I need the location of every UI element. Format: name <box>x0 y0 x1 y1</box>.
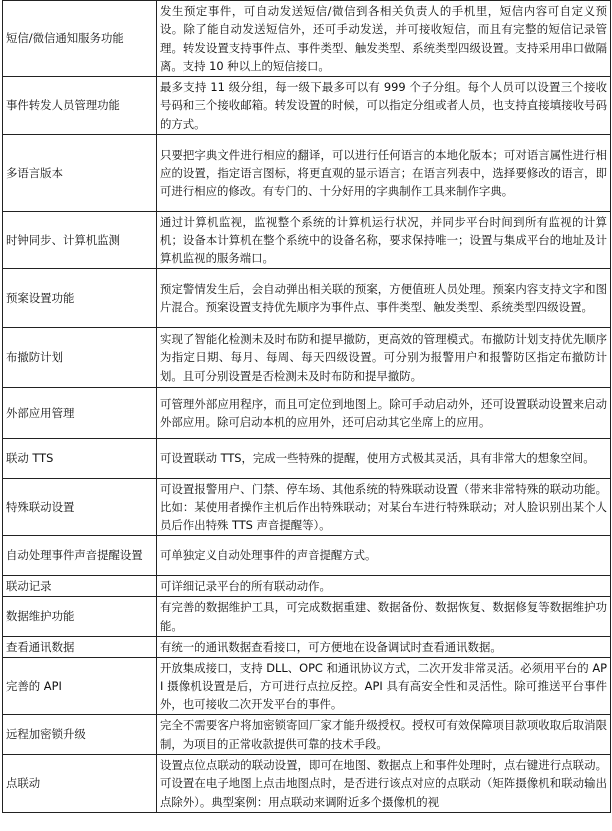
feature-name: 完善的 API <box>3 658 157 715</box>
feature-name: 外部应用管理 <box>3 388 157 439</box>
table-row <box>3 597 611 637</box>
feature-name: 时钟同步、计算机监测 <box>3 212 157 269</box>
feature-name: 联动记录 <box>3 576 157 597</box>
feature-table-body <box>3 1 611 813</box>
table-row <box>3 269 611 328</box>
feature-name: 联动 TTS <box>3 439 157 479</box>
feature-table <box>2 0 611 813</box>
table-row <box>3 715 611 755</box>
table-row <box>3 388 611 439</box>
table-row <box>3 77 611 135</box>
table-row <box>3 135 611 212</box>
feature-name: 数据维护功能 <box>3 597 157 637</box>
feature-name: 远程加密锁升级 <box>3 715 157 755</box>
feature-description: 预定警情发生后，会自动弹出相关联的预案，方便值班人员处理。预案内容支持文字和图片混合。预案设置支持优先顺序为事件点、事件类型、触发类型、系统类型四级设置。 <box>157 269 611 328</box>
table-row <box>3 328 611 388</box>
table-row <box>3 755 611 813</box>
feature-description: 实现了智能化检测未及时布防和提早撤防，更高效的管理模式。布撤防计划支持优先顺序为指定日期、每月、每周、每天四级设置。可分别为报警用户和报警防区指定布撤防计划。且可分别设置是否检测未及时布防和提早撤防。 <box>157 328 611 388</box>
feature-description: 可设置联动 TTS，完成一些特殊的提醒，使用方式极其灵活，具有非常大的想象空间。 <box>157 439 611 479</box>
feature-description: 完全不需要客户将加密锁寄回厂家才能升级授权。授权可有效保障项目款项收取后取消限制，为项目的正常收款提供可靠的技术手段。 <box>157 715 611 755</box>
feature-description: 通过计算机监视，监视整个系统的计算机运行状况，并同步平台时间到所有监视的计算机；设备本计算机在整个系统中的设备名称，要求保持唯一；设置与集成平台的地址及计算机监视的服务端口。 <box>157 212 611 269</box>
feature-description: 可管理外部应用程序，而且可定位到地图上。除可手动启动外，还可设置联动设置来启动外部应用。除可启动本机的应用外，还可启动其它坐席上的应用。 <box>157 388 611 439</box>
table-row <box>3 637 611 658</box>
feature-description: 设置点位点联动的联动设置，即可在地图、数据点上和事件处理时，点右键进行点联动。可设置在电子地图上点击地图点时，是否进行该点对应的点联动（矩阵摄像机和联动输出点除外）。典型案例：用点联动来调附近多个摄像机的视 <box>157 755 611 813</box>
feature-description: 有完善的数据维护工具，可完成数据重建、数据备份、数据恢复、数据修复等数据维护功能。 <box>157 597 611 637</box>
feature-name: 短信/微信通知服务功能 <box>3 1 157 77</box>
feature-description: 开放集成接口，支持 DLL、OPC 和通讯协议方式，二次开发非常灵活。必须用平台的 API 摄像机设置是后，方可进行点拉反控。API 具有高安全性和灵活性。除可推送平台事件外，也可接收二次开发平台的事件。 <box>157 658 611 715</box>
feature-name: 多语言版本 <box>3 135 157 212</box>
table-row <box>3 536 611 576</box>
table-row <box>3 658 611 715</box>
feature-name: 自动处理事件声音提醒设置 <box>3 536 157 576</box>
table-row <box>3 212 611 269</box>
feature-name: 布撤防计划 <box>3 328 157 388</box>
table-row <box>3 1 611 77</box>
feature-description: 只要把字典文件进行相应的翻译，可以进行任何语言的本地化版本；可对语言属性进行相应的设置，指定语言图标，将更直观的显示语言；在语言列表中，选择要修改的语言，即可进行相应的修改。有专门的、十分好用的字典制作工具来制作字典。 <box>157 135 611 212</box>
table-row <box>3 479 611 536</box>
feature-description: 可单独定义自动处理事件的声音提醒方式。 <box>157 536 611 576</box>
feature-description: 最多支持 11 级分组，每一级下最多可以有 999 个子分组。每个人员可以设置三个接收号码和三个接收邮箱。转发设置的时候，可以指定分组或者人员，也支持直接填接收号码的方式。 <box>157 77 611 135</box>
feature-name: 查看通讯数据 <box>3 637 157 658</box>
feature-description: 发生预定事件，可自动发送短信/微信到各相关负责人的手机里，短信内容可自定义预设。除了能自动发送短信外，还可手动发送，并可接收短信，而且有完整的短信记录管理。转发设置支持事件点、事件类型、触发类型、系统类型四级设置。支持采用串口做隔离。支持 10 种以上的短信接口。 <box>157 1 611 77</box>
feature-description: 可设置报警用户、门禁、停车场、其他系统的特殊联动设置（带来非常特殊的联动功能。比如：某使用者操作主机后作出特殊联动；对某台车进行特殊联动；对人脸识别出某个人员后作出特殊 TTS 声音提醒等）。 <box>157 479 611 536</box>
feature-description: 可详细记录平台的所有联动动作。 <box>157 576 611 597</box>
feature-name: 特殊联动设置 <box>3 479 157 536</box>
feature-description: 有统一的通讯数据查看接口，可方便地在设备调试时查看通讯数据。 <box>157 637 611 658</box>
feature-name: 点联动 <box>3 755 157 813</box>
feature-name: 预案设置功能 <box>3 269 157 328</box>
feature-name: 事件转发人员管理功能 <box>3 77 157 135</box>
table-row <box>3 439 611 479</box>
table-row <box>3 576 611 597</box>
